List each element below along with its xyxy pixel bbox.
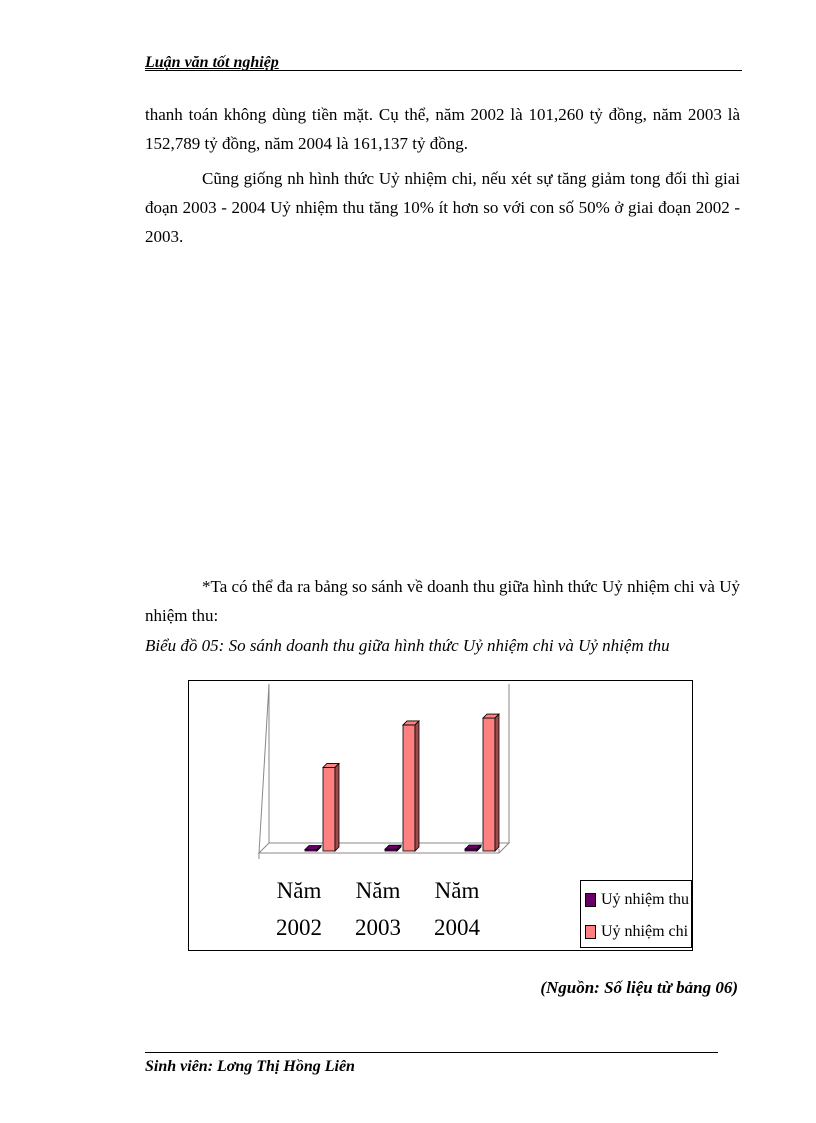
x-tick-label-2002 — [264, 872, 334, 946]
legend-label-uy-nhiem-chi: Uỷ nhiệm chi — [601, 923, 689, 940]
page-header-title: Luận văn tốt nghiệp — [145, 54, 279, 71]
back-wall-left-edge — [259, 684, 269, 853]
footer-student-name: Sinh viên: Lơng Thị Hồng Liên — [145, 1058, 355, 1075]
x-tick-label-2002-line1: Năm — [276, 878, 322, 903]
bar-uy-nhiem-chi-2002-side — [335, 763, 339, 851]
x-tick-label-2002-line2: 2002 — [276, 915, 322, 940]
chart-caption: Biểu đồ 05: So sánh doanh thu giữa hình thức Uỷ nhiệm chi và Uỷ nhiệm thu — [145, 636, 670, 655]
bar-uy-nhiem-chi-2004 — [483, 718, 495, 851]
paragraph-3: *Ta có thể đa ra bảng so sánh về doanh thu giữa hình thức Uỷ nhiệm chi và Uỷ nhiệm thu: — [145, 577, 740, 625]
x-tick-label-2004-line1: Năm — [434, 878, 480, 903]
x-tick-label-2003-line2: 2003 — [355, 915, 401, 940]
x-tick-label-2003 — [343, 872, 413, 946]
legend-item-uy-nhiem-thu — [585, 891, 689, 909]
x-tick-label-2004-line2: 2004 — [434, 915, 480, 940]
x-tick-label-2003-line1: Năm — [355, 878, 401, 903]
paragraph-2: Cũng giống nh hình thức Uỷ nhiệm chi, nếu xét sự tăng giảm tong đối thì giai đoạn 2003 - 2004 Uỷ nhiệm thu tăng 10% ít hơn so với con số 50% ở giai đoạn 2002 - 2003. — [145, 169, 740, 246]
bar-uy-nhiem-chi-2003 — [403, 725, 415, 851]
legend-label-uy-nhiem-thu: Uỷ nhiệm thu — [601, 891, 689, 908]
legend-swatch-uy-nhiem-chi — [585, 925, 596, 939]
chart-source-note: (Nguồn: Số liệu từ bảng 06) — [540, 978, 738, 997]
header-divider — [145, 70, 742, 71]
paragraph-1: thanh toán không dùng tiền mặt. Cụ thể, năm 2002 là 101,260 tỷ đồng, năm 2003 là 152,789 tỷ đồng, năm 2004 là 161,137 tỷ đồng. — [145, 105, 740, 153]
legend-item-uy-nhiem-chi — [585, 923, 688, 941]
footer-divider — [145, 1052, 718, 1053]
x-tick-label-2004 — [422, 872, 492, 946]
bar-uy-nhiem-chi-2002 — [323, 767, 335, 851]
chart-legend — [580, 880, 692, 948]
bar-uy-nhiem-chi-2004-side — [495, 714, 499, 851]
bar-uy-nhiem-chi-2003-side — [415, 721, 419, 851]
legend-swatch-uy-nhiem-thu — [585, 893, 596, 907]
